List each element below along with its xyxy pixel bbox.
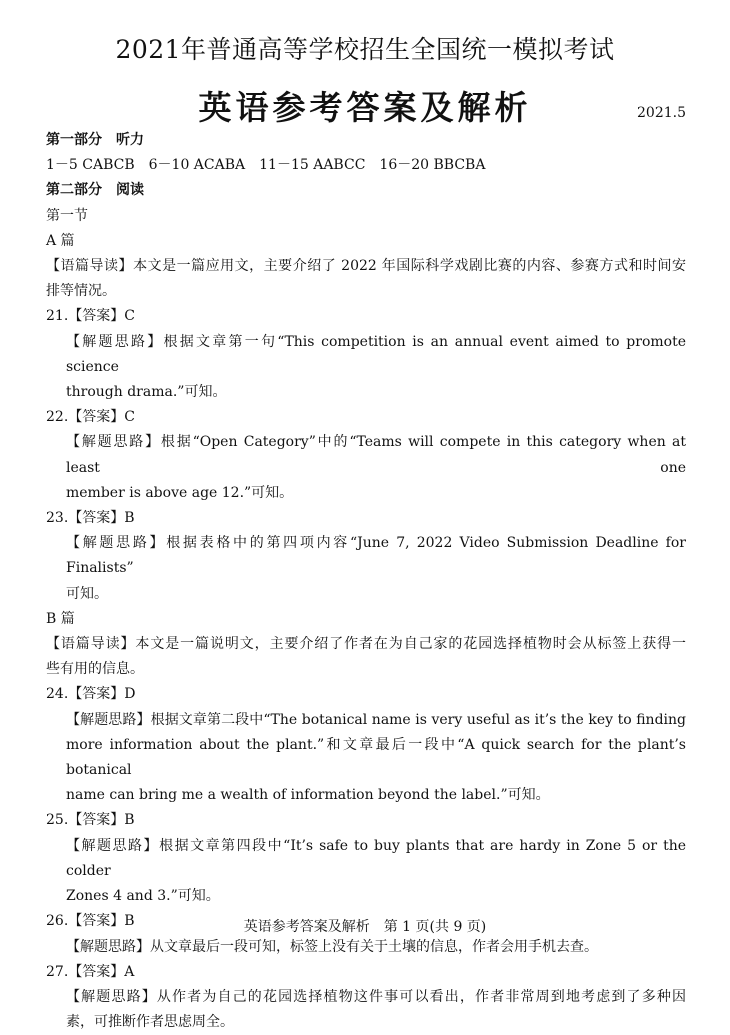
page-footer: 英语参考答案及解析 第 1 页(共 9 页) bbox=[243, 919, 487, 935]
answer-key: 21.【答案】C bbox=[46, 308, 135, 325]
section-heading: 第二部分 阅读 bbox=[46, 182, 144, 199]
solution-text: member is above age 12.”可知。 bbox=[66, 484, 294, 501]
solution-text: Zones 4 and 3.”可知。 bbox=[66, 888, 220, 905]
passage-intro: 【语篇导读】本文是一篇应用文，主要介绍了 2022 年国际科学戏剧比赛的内容、参赛方式和时间安 bbox=[46, 258, 686, 275]
answer-key: 24.【答案】D bbox=[46, 686, 136, 703]
solution-text: 【解题思路】从作者为自己的花园选择植物这件事可以看出，作者非常周到地考虑到了多种因 bbox=[66, 988, 686, 1005]
answer-key: 26.【答案】B bbox=[46, 913, 135, 930]
passage-intro: 些有用的信息。 bbox=[46, 661, 144, 678]
exam-title: 2021年普通高等学校招生全国统一模拟考试 bbox=[115, 35, 615, 64]
solution-text: 【解题思路】根据文章第一句“This competition is an annual event aimed to promote science bbox=[66, 333, 686, 375]
passage-label: B 篇 bbox=[46, 610, 75, 627]
subsection-label: 第一节 bbox=[46, 207, 88, 224]
solution-text: 【解题思路】根据表格中的第四项内容“June 7, 2022 Video Submission Deadline for Finalists” bbox=[66, 535, 686, 577]
solution-text: 【解题思路】根据文章第四段中“It’s safe to buy plants that are hardy in Zone 5 or the colder bbox=[66, 837, 686, 879]
answer-body bbox=[46, 128, 686, 1035]
solution-text: more information about the plant.”和文章最后一段中“A quick search for the plant’s botanical bbox=[66, 736, 686, 779]
solution-text: 【解题思路】根据文章第二段中“The botanical name is very useful as it’s the key to finding bbox=[66, 711, 686, 728]
listening-answers: 1－5 CABCB 6－10 ACABA 11－15 AABCC 16－20 BBCBA bbox=[46, 157, 486, 174]
solution-text: name can bring me a wealth of information beyond the label.”可知。 bbox=[66, 787, 550, 804]
document-date: 2021.5 bbox=[637, 105, 686, 121]
section-heading: 第一部分 听力 bbox=[46, 132, 144, 148]
passage-label: A 篇 bbox=[46, 232, 75, 249]
answer-key: 27.【答案】A bbox=[46, 963, 135, 980]
solution-text: 素，可推断作者思虑周全。 bbox=[66, 1014, 234, 1031]
solution-text: 可知。 bbox=[66, 585, 108, 602]
passage-intro: 【语篇导读】本文是一篇说明文，主要介绍了作者在为自己家的花园选择植物时会从标签上获得一 bbox=[46, 636, 686, 653]
solution-text: 【解题思路】根据“Open Category”中的“Teams will compete in this category when at least one bbox=[66, 434, 686, 476]
answer-key: 25.【答案】B bbox=[46, 812, 135, 829]
answer-key: 23.【答案】B bbox=[46, 510, 135, 527]
passage-intro: 排等情况。 bbox=[46, 283, 116, 300]
answer-key: 22.【答案】C bbox=[46, 409, 135, 426]
main-title: 英语参考答案及解析 bbox=[198, 88, 532, 127]
solution-text: 【解题思路】从文章最后一段可知，标签上没有关于土壤的信息，作者会用手机去查。 bbox=[66, 938, 598, 955]
solution-text: through drama.”可知。 bbox=[66, 384, 227, 401]
